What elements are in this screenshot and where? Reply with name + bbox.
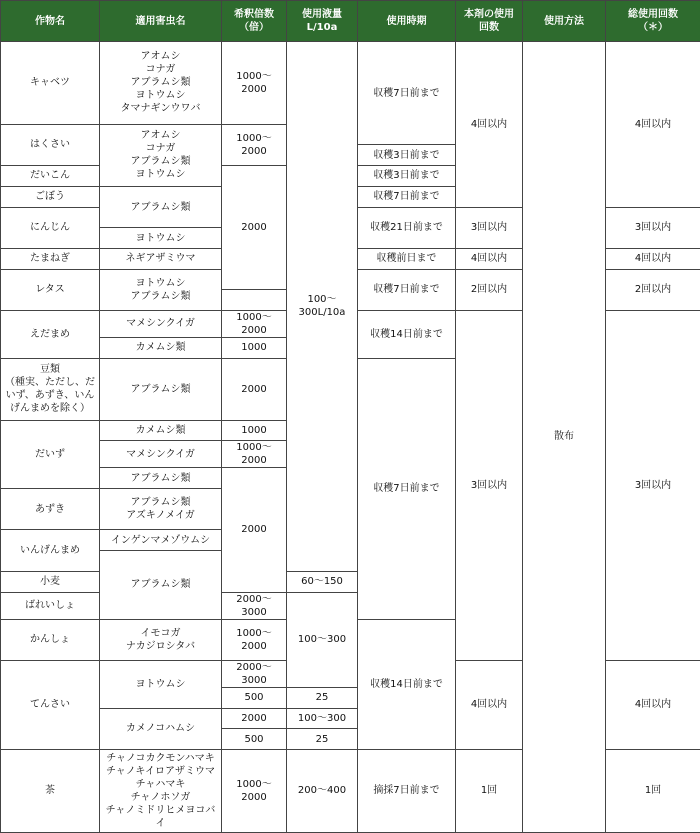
pest-cell: ネギアザミウマ: [100, 248, 222, 269]
total-uses-cell: 3回以内: [606, 207, 700, 248]
header-col-timing: 使用時期: [358, 1, 456, 42]
header-row: [1, 1, 700, 42]
pest-cell: アブラムシ類 アズキノメイガ: [100, 489, 222, 530]
dilution-cell: 1000～2000: [222, 124, 287, 165]
crop-cell: かんしょ: [1, 619, 100, 660]
pest-cell: アブラムシ類: [100, 186, 222, 227]
grid-row: [1, 42, 700, 52]
crop-cell: キャベツ: [1, 42, 100, 125]
dilution-cell: 500: [222, 729, 287, 750]
crop-cell: ごぼう: [1, 186, 100, 207]
header-col-method: 使用方法: [523, 1, 606, 42]
crop-cell: だいこん: [1, 166, 100, 187]
dilution-cell: 2000: [222, 358, 287, 420]
crop-cell: 茶: [1, 749, 100, 832]
timing-cell: 収穫3日前まで: [358, 145, 456, 166]
dilution-cell: 1000～2000: [222, 42, 287, 125]
timing-cell: 摘採7日前まで: [358, 749, 456, 832]
volume-cell: 100～300: [287, 592, 358, 687]
header-col-uses: 本剤の使用 回数: [456, 1, 523, 42]
header-col-volume: 使用液量 L/10a: [287, 1, 358, 42]
volume-cell: 60～150: [287, 571, 358, 592]
dilution-cell: 1000: [222, 420, 287, 441]
dilution-cell: 2000: [222, 166, 287, 290]
crop-cell: てんさい: [1, 660, 100, 749]
total-uses-cell: 4回以内: [606, 42, 700, 208]
pest-cell: インゲンマメゾウムシ: [100, 530, 222, 551]
pest-cell: イモコガ ナカジロシタバ: [100, 619, 222, 660]
crop-cell: にんじん: [1, 207, 100, 248]
dilution-cell: 1000～2000: [222, 310, 287, 337]
crop-cell: あずき: [1, 489, 100, 530]
uses-cell: 3回以内: [456, 310, 523, 660]
timing-cell: 収穫前日まで: [358, 248, 456, 269]
pest-cell: ヨトウムシ: [100, 660, 222, 708]
crop-cell: たまねぎ: [1, 248, 100, 269]
crop-cell: ばれいしょ: [1, 592, 100, 619]
pest-cell: ヨトウムシ: [100, 228, 222, 249]
uses-cell: 2回以内: [456, 269, 523, 310]
pest-cell: アブラムシ類: [100, 551, 222, 619]
volume-cell: 25: [287, 687, 358, 708]
total-uses-cell: 1回: [606, 749, 700, 832]
pest-cell: チャノコカクモンハマキ チャノキイロアザミウマ チャハマキ チャノホソガ チャノミドリヒメヨコバイ: [100, 749, 222, 832]
volume-cell: 200～400: [287, 749, 358, 832]
total-uses-cell: 3回以内: [606, 310, 700, 660]
dilution-cell: 1000～2000: [222, 749, 287, 832]
uses-cell: 4回以内: [456, 660, 523, 749]
pest-cell: アオムシ コナガ アブラムシ類 ヨトウムシ タマナギンウワバ: [100, 42, 222, 125]
pest-cell: アオムシ コナガ アブラムシ類 ヨトウムシ: [100, 124, 222, 186]
uses-cell: 1回: [456, 749, 523, 832]
crop-cell: 豆類 （種実、ただし、だいず、あずき、いんげんまめを除く）: [1, 358, 100, 420]
header-col-dilution: 希釈倍数 （倍）: [222, 1, 287, 42]
uses-cell: 3回以内: [456, 207, 523, 248]
timing-cell: 収穫14日前まで: [358, 310, 456, 358]
dilution-cell: [222, 290, 287, 311]
uses-cell: 4回以内: [456, 42, 523, 208]
volume-cell: 100～ 300L/10a: [287, 42, 358, 572]
header-col-pest: 適用害虫名: [100, 1, 222, 42]
total-uses-cell: 4回以内: [606, 660, 700, 749]
dilution-cell: 2000～3000: [222, 660, 287, 687]
timing-cell: 収穫7日前まで: [358, 358, 456, 619]
method-cell: 散布: [523, 42, 606, 833]
table-body: [1, 42, 700, 833]
crop-cell: えだまめ: [1, 310, 100, 358]
crop-cell: いんげんまめ: [1, 530, 100, 571]
pest-cell: カメノコハムシ: [100, 708, 222, 749]
total-uses-cell: 2回以内: [606, 269, 700, 310]
volume-cell: 25: [287, 729, 358, 750]
timing-cell: 収穫7日前まで: [358, 42, 456, 145]
timing-cell: 収穫7日前まで: [358, 186, 456, 207]
dilution-cell: 1000～2000: [222, 619, 287, 660]
timing-cell: 収穫14日前まで: [358, 619, 456, 749]
dilution-cell: 1000: [222, 337, 287, 358]
dilution-cell: 2000: [222, 468, 287, 592]
dilution-cell: 1000～2000: [222, 441, 287, 468]
header-col-total: 総使用回数 （＊）: [606, 1, 700, 42]
dilution-cell: 2000～3000: [222, 592, 287, 619]
header-col-crop: 作物名: [1, 1, 100, 42]
pest-cell: カメムシ類: [100, 420, 222, 441]
pest-cell: アブラムシ類: [100, 358, 222, 420]
timing-cell: 収穫7日前まで: [358, 269, 456, 310]
crop-cell: 小麦: [1, 571, 100, 592]
volume-cell: 100～300: [287, 708, 358, 729]
total-uses-cell: 4回以内: [606, 248, 700, 269]
pest-cell: ヨトウムシ アブラムシ類: [100, 269, 222, 310]
crop-cell: だいず: [1, 420, 100, 488]
timing-cell: 収穫3日前まで: [358, 166, 456, 187]
pest-cell: アブラムシ類: [100, 468, 222, 489]
crop-cell: レタス: [1, 269, 100, 310]
pest-cell: マメシンクイガ: [100, 441, 222, 468]
timing-cell: 収穫21日前まで: [358, 207, 456, 248]
dilution-cell: 2000: [222, 708, 287, 729]
pest-cell: カメムシ類: [100, 337, 222, 358]
dilution-cell: 500: [222, 687, 287, 708]
uses-cell: 4回以内: [456, 248, 523, 269]
pest-cell: マメシンクイガ: [100, 310, 222, 337]
crop-cell: はくさい: [1, 124, 100, 165]
